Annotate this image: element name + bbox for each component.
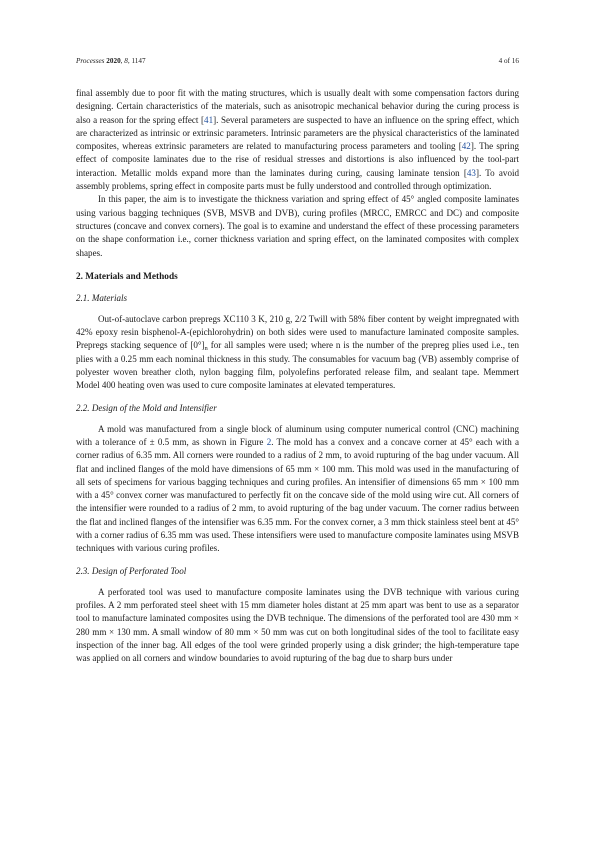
article-number: 1147 [131, 57, 146, 65]
subsection-heading-mold-design: 2.2. Design of the Mold and Intensifier [76, 402, 217, 413]
paragraph-perforated-tool: A perforated tool was used to manufacture composite laminates using the DVB technique with various curing profiles. A 2 mm perforated steel sheet with 15 mm diameter holes distant at 25 mm apart was bent to use as a separator tool to manufacture laminated composites using the DVB technique. The dimensions of the perforated tool are 430 mm × 280 mm × 130 mm. A small window of 80 mm × 50 mm was cut on both longitudinal sides of the tool to facilitate easy inspection of the inner bag. All edges of the tool were grinded properly using a disk grinder; the high-temperature tape was applied on all corners and window boundaries to avoid rupturing of the bag due to sharp burs under [76, 586, 519, 664]
subsection-heading-perforated-tool: 2.3. Design of Perforated Tool [76, 565, 187, 576]
citation-link[interactable]: 42 [461, 141, 471, 152]
section-heading-materials-methods: 2. Materials and Methods [76, 271, 178, 282]
paragraph-materials: Out-of-autoclave carbon prepregs XC110 3 K, 210 g, 2/2 Twill with 58% fiber content by weight impregnated with 42% epoxy resin bisphenol-A-(epichlorohydrin) on both sides were used to manufacture laminated composite samples. Prepregs stacking sequence of $[0^\circ]_n$ for all samples were used; where n is the number of the prepreg plies used i.e., ten plies with a 0.25 mm each nominal thickness in this study. The consumables for vacuum bag (VB) assembly comprise of polyester woven breather cloth, nylon bagging film, polyolefins perforated release film, and sealant tape. Memmert Model 400 heating oven was used to cure composite laminates at elevated temperatures. [76, 313, 519, 391]
citation-link[interactable]: 43 [466, 167, 476, 178]
figure-link[interactable]: 2 [266, 436, 272, 447]
paragraph-spring-effect: final assembly due to poor fit with the mating structures, which is usually dealt with some compensation factors during designing. Certain characteristics of the materials, such as anisotropic mechanical behavior during the curing process is also a reason for the spring effect [41]. Several parameters are suspected to have an influence on the spring effect, which are characterized as intrinsic or extrinsic parameters. Intrinsic parameters are the physical characteristics of the laminated composites, whereas extrinsic parameters are related to manufacturing process parameters and tooling [42]. The spring effect of composite laminates due to the rise of residual stresses and distortions is also influenced by the tool-part interaction. Metallic molds expand more than the laminates during curing, causing laminate tension [43]. To avoid assembly problems, spring effect in composite parts must be fully understood and controlled through optimization. [76, 88, 520, 192]
page-number: 4 of 16 [498, 57, 519, 65]
paragraph-mold-design: A mold was manufactured from a single block of aluminum using computer numerical control (CNC) machining with a tolerance of ± 0.5 mm, as shown in Figure 2. The mold has a convex and a concave corner at 45° each with a corner radius of 6.35 mm. All corners were rounded to a radius of 2 mm, to avoid rupturing of the bag under vacuum. All flat and inclined flanges of the mold have dimensions of 65 mm × 100 mm. This mold was used in the manufacturing of all sets of specimens for various bagging techniques and curing profiles. An intensifier of dimensions 65 mm × 100 mm with a 45° convex corner was manufactured to perfectly fit on the concave side of the mold using wire cut. All corners of the intensifier were rounded to a radius of 2 mm, to avoid rupturing of the bag under vacuum. The corner radius between the flat and inclined flanges of the intensifier was 6.35 mm. For the convex corner, a 3 mm thick stainless steel bent at 45° with a corner radius of 6.35 mm was used. These intensifiers were used to manufacture composite laminates using MSVB techniques with various curing profiles. [76, 423, 519, 554]
subsection-heading-materials: 2.1. Materials [76, 292, 128, 303]
subscript-n: n [204, 345, 208, 353]
journal-volume: 8 [124, 57, 128, 65]
paragraph-aim: In this paper, the aim is to investigate the thickness variation and spring effect of 45° angled composite laminates using various bagging techniques (SVB, MSVB and DVB), curing profiles (MRCC, EMRCC and DC) and composite structures (concave and convex corners). The goal is to examine and understand the effect of these processing parameters on the shape conformation i.e., corner thickness variation and spring effect, on the laminated composites with complex shapes. [76, 194, 519, 258]
journal-name: Processes [76, 57, 105, 65]
journal-year: 2020 [106, 57, 121, 65]
journal-citation: Processes 2020, 8, 1147 [76, 57, 146, 65]
running-header [76, 57, 519, 65]
citation-link[interactable]: 41 [204, 114, 214, 125]
page-body [76, 87, 519, 665]
